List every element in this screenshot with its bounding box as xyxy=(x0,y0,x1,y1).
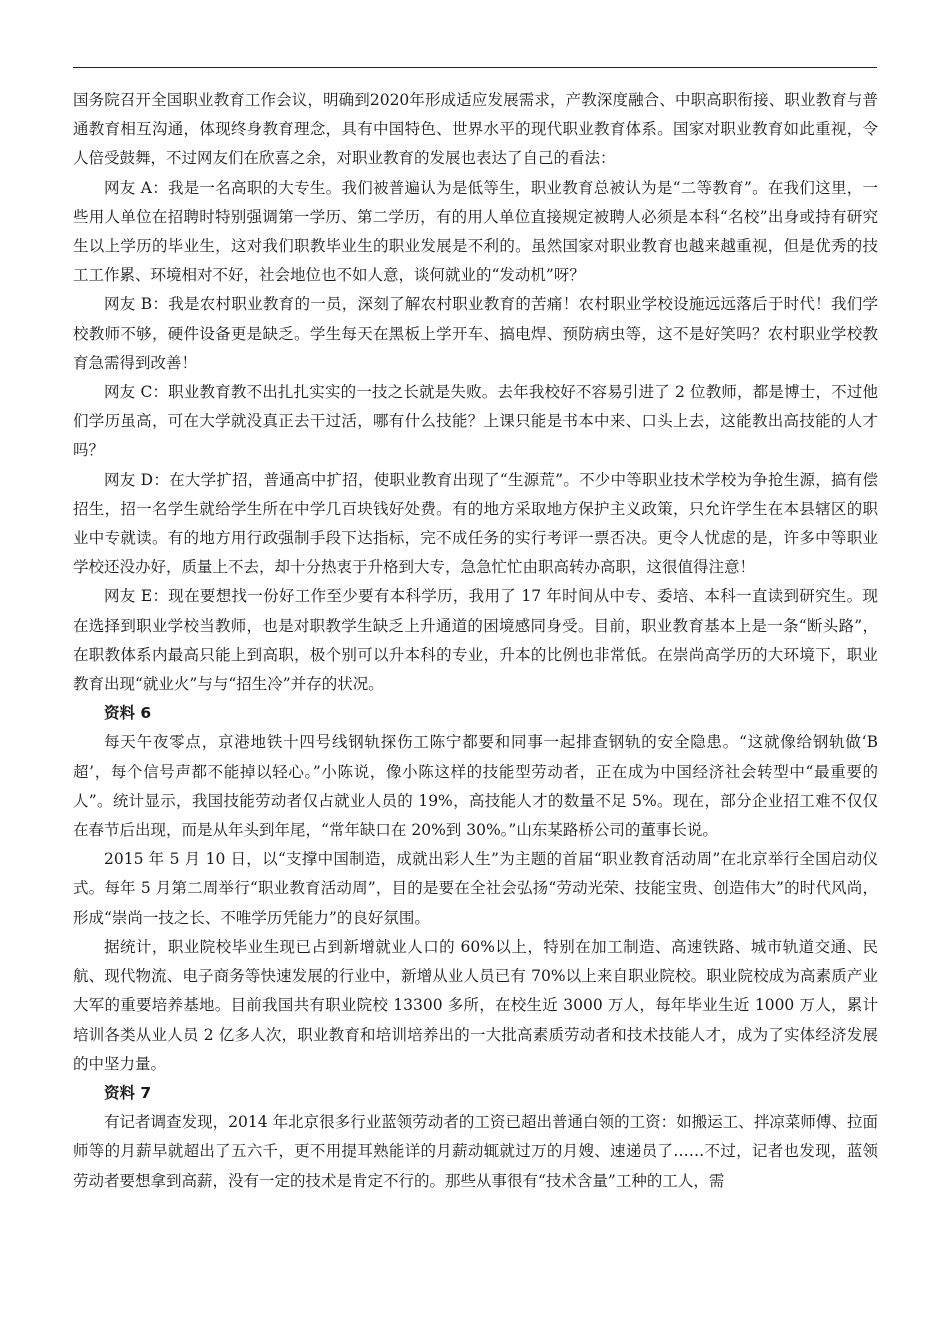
section6-paragraph: 2015 年 5 月 10 日，以“支撑中国制造，成就出彩人生”为主题的首届“职业教育活动周”在北京举行全国启动仪式。每年 5 月第二周举行“职业教育活动周”，目的是要在全社会弘扬“劳动光荣、技能宝贵、创造伟大”的时代风尚，形成“崇尚一技之长、不唯学历凭能力”的良好氛围。 xyxy=(73,850,878,927)
section-heading-7: 资料 7 xyxy=(104,1083,152,1102)
section7-paragraph: 有记者调查发现，2014 年北京很多行业蓝领劳动者的工资已超出普通白领的工资：如搬运工、拌凉菜师傅、拉面师等的月薪早就超出了五六千，更不用提耳熟能详的月薪动辄就过万的月嫂、速递员了……不过，记者也发现，蓝领劳动者要想拿到高薪，没有一定的技术是肯定不行的。那些从事很有“技术含量”工种的工人，需 xyxy=(73,1113,878,1190)
section-heading-6: 资料 6 xyxy=(104,704,152,723)
netizen-a-paragraph: 网友 A：我是一名高职的大专生。我们被普遍认为是低等生，职业教育总被认为是“二等教育”。在我们这里，一些用人单位在招聘时特别强调第一学历、第二学历，有的用人单位直接规定被聘人必须是本科“名校”出身或持有研究生以上学历的毕业生，这对我们职教毕业生的职业发展是不利的。虽然国家对职业教育也越来越重视，但是优秀的技工工作累、环境相对不好，社会地位也不如人意，谈何就业的“发动机”呀？ xyxy=(73,178,878,285)
netizen-c-paragraph: 网友 C：职业教育教不出扎扎实实的一技之长就是失败。去年我校好不容易引进了 2 位教师，都是博士，不过他们学历虽高，可在大学就没真正去干过活，哪有什么技能？上课只能是书本中来、口头上去，这能教出高技能的人才吗？ xyxy=(73,383,878,460)
netizen-d-paragraph: 网友 D：在大学扩招，普通高中扩招，使职业教育出现了“生源荒”。不少中等职业技术学校为争抢生源，搞有偿招生，招一名学生就给学生所在中学几百块钱好处费。有的地方采取地方保护主义政策，只允许学生在本县辖区的职业中专就读。有的地方用行政强制手段下达指标，完不成任务的实行考评一票否决。更令人忧虑的是，许多中等职业学校还没办好，质量上不去，却十分热衷于升格到大专，急急忙忙由职高转办高职，这很值得注意！ xyxy=(73,470,878,577)
section6-paragraph: 据统计，职业院校毕业生现已占到新增就业人口的 60%以上，特别在加工制造、高速铁路、城市轨道交通、民航、现代物流、电子商务等快速发展的行业中，新增从业人员已有 70%以上来自职业院校。职业院校成为高素质产业大军的重要培养基地。目前我国共有职业院校 13300 多所，在校生近 3000 万人，每年毕业生近 1000 万人，累计培训各类从业人员 2 亿多人次，职业教育和培训培养出的一大批高素质劳动者和技术技能人才，成为了实体经济发展的中坚力量。 xyxy=(73,937,878,1073)
header-rule xyxy=(73,67,877,68)
section6-paragraph: 每天午夜零点，京港地铁十四号线钢轨探伤工陈宁都要和同事一起排查钢轨的安全隐患。“这就像给钢轨做‘B 超’，每个信号声都不能掉以轻心。”小陈说，像小陈这样的技能型劳动者，正在成为中国经济社会转型中“最重要的人”。统计显示，我国技能劳动者仅占就业人员的 19%，高技能人才的数量不足 5%。现在，部分企业招工难不仅仅在春节后出现，而是从年头到年尾，“常年缺口在 20%到 30%。”山东某路桥公司的董事长说。 xyxy=(73,733,878,840)
intro-paragraph: 国务院召开全国职业教育工作会议，明确到2020年形成适应发展需求，产教深度融合、中职高职衔接、职业教育与普通教育相互沟通，体现终身教育理念，具有中国特色、世界水平的现代职业教育体系。国家对职业教育如此重视，令人倍受鼓舞，不过网友们在欣喜之余，对职业教育的发展也表达了自己的看法： xyxy=(73,91,878,168)
netizen-b-paragraph: 网友 B：我是农村职业教育的一员，深刻了解农村职业教育的苦痛！农村职业学校设施远远落后于时代！我们学校教师不够，硬件设备更是缺乏。学生每天在黑板上学开车、搞电焊、预防病虫等，这不是好笑吗？农村职业学校教育急需得到改善！ xyxy=(73,295,878,372)
document-body xyxy=(73,86,878,1196)
netizen-e-paragraph: 网友 E：现在要想找一份好工作至少要有本科学历，我用了 17 年时间从中专、委培、本科一直读到研究生。现在选择到职业学校当教师，也是对职教学生缺乏上升通道的困境感同身受。目前，职业教育基本上是一条“断头路”，在职教体系内最高只能上到高职，极个别可以升本科的专业，升本的比例也非常低。在崇尚高学历的大环境下，职业教育出现“就业火”与与“招生冷”并存的状况。 xyxy=(73,587,878,694)
